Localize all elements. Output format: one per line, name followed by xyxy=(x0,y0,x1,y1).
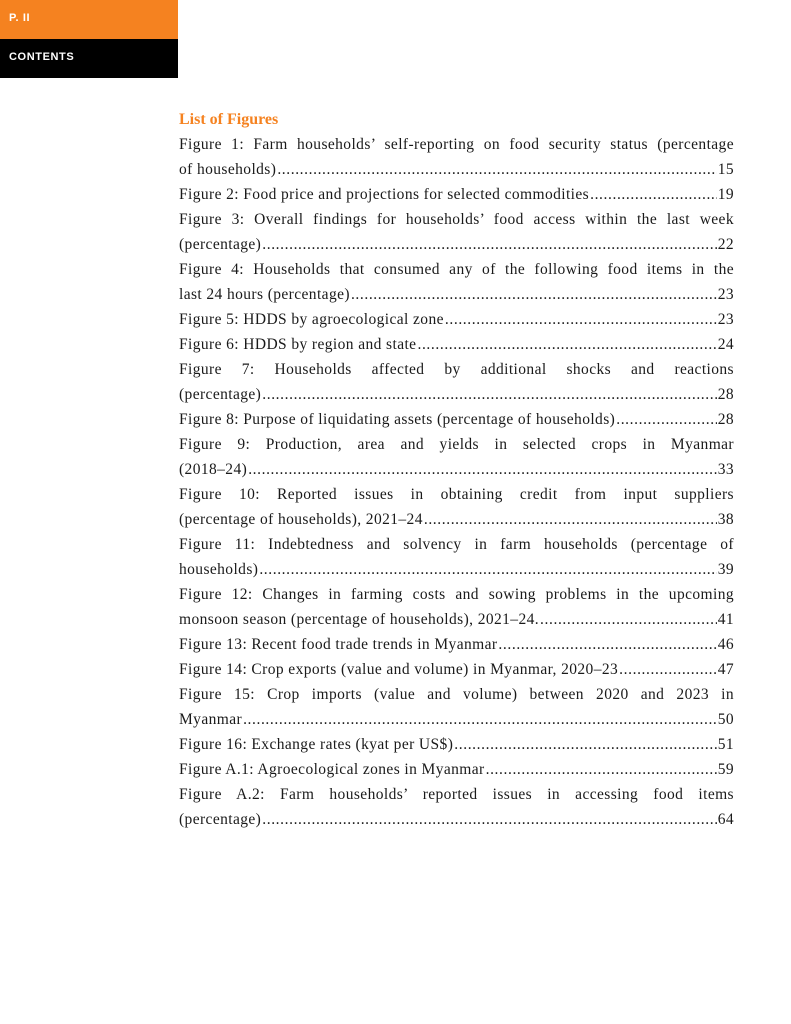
toc-entry-text-line: Figure 9: Production, area and yields in selected crops in Myanmar xyxy=(179,436,734,453)
toc-entry-page-number: 24 xyxy=(717,336,734,353)
toc-entry-last-line xyxy=(179,332,734,357)
toc-entry-title: (percentage of households), 2021–24 xyxy=(179,511,423,528)
toc-entry-last-line xyxy=(179,632,734,657)
toc-entry-page-number: 22 xyxy=(717,236,734,253)
toc-entry-last-line xyxy=(179,607,734,632)
toc-entry-last-line xyxy=(179,707,734,732)
dot-leader xyxy=(259,557,716,582)
page-number-tab xyxy=(0,0,178,39)
toc-entry[interactable] xyxy=(179,657,734,682)
toc-entries xyxy=(179,132,734,832)
toc-entry[interactable] xyxy=(179,482,734,532)
toc-entry-text-line: Figure 15: Crop imports (value and volume) between 2020 and 2023 in xyxy=(179,686,734,703)
toc-entry-title: Figure 13: Recent food trade trends in Myanmar xyxy=(179,636,498,653)
toc-entry-title: Figure 16: Exchange rates (kyat per US$) xyxy=(179,736,454,753)
toc-entry-text-line: Figure 12: Changes in farming costs and sowing problems in the upcoming xyxy=(179,586,734,603)
toc-entry[interactable] xyxy=(179,632,734,657)
toc-entry-page-number: 38 xyxy=(717,511,734,528)
dot-leader xyxy=(445,307,717,332)
toc-entry-page-number: 46 xyxy=(717,636,734,653)
toc-entry-text-line: Figure 11: Indebtedness and solvency in farm households (percentage of xyxy=(179,536,734,553)
toc-entry-text-line: Figure 1: Farm households’ self-reporting on food security status (percentage xyxy=(179,136,734,153)
toc-entry-title: (percentage) xyxy=(179,386,262,403)
toc-entry-last-line xyxy=(179,382,734,407)
toc-entry[interactable] xyxy=(179,757,734,782)
toc-entry-title: monsoon season (percentage of households), 2021–24. xyxy=(179,611,540,628)
toc-entry-title: (2018–24) xyxy=(179,461,248,478)
dot-leader xyxy=(498,632,716,657)
toc-entry-text-line: Figure 3: Overall findings for households’ food access within the last week xyxy=(179,211,734,228)
dot-leader xyxy=(277,157,716,182)
toc-entry-text-line: Figure 10: Reported issues in obtaining credit from input suppliers xyxy=(179,486,734,503)
toc-entry-title: Figure 6: HDDS by region and state xyxy=(179,336,417,353)
toc-entry-last-line xyxy=(179,307,734,332)
section-label: CONTENTS xyxy=(9,51,75,63)
toc-entry-page-number: 28 xyxy=(717,411,734,428)
toc-entry-text-line: Figure 4: Households that consumed any of the following food items in the xyxy=(179,261,734,278)
toc-entry[interactable] xyxy=(179,132,734,182)
toc-entry[interactable] xyxy=(179,407,734,432)
list-of-figures-heading: List of Figures xyxy=(179,111,279,128)
dot-leader xyxy=(424,507,717,532)
toc-entry-title: last 24 hours (percentage) xyxy=(179,286,350,303)
toc-entry-page-number: 50 xyxy=(717,711,734,728)
toc-entry-page-number: 23 xyxy=(717,286,734,303)
toc-entry[interactable] xyxy=(179,257,734,307)
toc-entry-page-number: 59 xyxy=(717,761,734,778)
dot-leader xyxy=(351,282,717,307)
toc-entry-title: Figure 5: HDDS by agroecological zone xyxy=(179,311,444,328)
dot-leader xyxy=(248,457,717,482)
toc-entry[interactable] xyxy=(179,782,734,832)
toc-entry-page-number: 51 xyxy=(717,736,734,753)
toc-entry-page-number: 19 xyxy=(717,186,734,203)
toc-entry[interactable] xyxy=(179,182,734,207)
toc-entry-title: Figure 14: Crop exports (value and volume) in Myanmar, 2020–23 xyxy=(179,661,619,678)
dot-leader xyxy=(417,332,716,357)
toc-entry-text-line: Figure 7: Households affected by additional shocks and reactions xyxy=(179,361,734,378)
toc-entry-last-line xyxy=(179,182,734,207)
dot-leader xyxy=(619,657,717,682)
dot-leader xyxy=(540,607,717,632)
toc-entry-page-number: 15 xyxy=(717,161,734,178)
toc-entry-last-line xyxy=(179,507,734,532)
toc-entry[interactable] xyxy=(179,432,734,482)
page-number-label: P. II xyxy=(9,12,31,24)
toc-entry[interactable] xyxy=(179,532,734,582)
dot-leader xyxy=(243,707,717,732)
toc-entry-page-number: 33 xyxy=(717,461,734,478)
toc-entry-title: Myanmar xyxy=(179,711,243,728)
toc-entry-last-line xyxy=(179,157,734,182)
toc-entry-title: (percentage) xyxy=(179,236,262,253)
toc-entry[interactable] xyxy=(179,582,734,632)
dot-leader xyxy=(262,382,716,407)
toc-entry-title: Figure 2: Food price and projections for selected commodities xyxy=(179,186,590,203)
dot-leader xyxy=(262,807,716,832)
toc-entry-last-line xyxy=(179,807,734,832)
toc-entry-title: (percentage) xyxy=(179,811,262,828)
toc-entry-last-line xyxy=(179,557,734,582)
toc-entry-title: of households) xyxy=(179,161,277,178)
toc-entry[interactable] xyxy=(179,682,734,732)
toc-entry[interactable] xyxy=(179,307,734,332)
toc-entry-page-number: 47 xyxy=(717,661,734,678)
toc-entry-page-number: 23 xyxy=(717,311,734,328)
toc-entry-last-line xyxy=(179,657,734,682)
toc-entry-last-line xyxy=(179,457,734,482)
toc-entry-title: households) xyxy=(179,561,259,578)
toc-entry-text-line: Figure A.2: Farm households’ reported issues in accessing food items xyxy=(179,786,734,803)
dot-leader xyxy=(454,732,716,757)
toc-entry[interactable] xyxy=(179,207,734,257)
dot-leader xyxy=(486,757,717,782)
toc-entry[interactable] xyxy=(179,357,734,407)
toc-entry-last-line xyxy=(179,282,734,307)
section-tab xyxy=(0,39,178,78)
toc-entry-last-line xyxy=(179,732,734,757)
toc-entry-last-line xyxy=(179,407,734,432)
toc-entry-last-line xyxy=(179,757,734,782)
toc-entry-title: Figure 8: Purpose of liquidating assets (percentage of households) xyxy=(179,411,616,428)
dot-leader xyxy=(590,182,717,207)
toc-entry[interactable] xyxy=(179,732,734,757)
toc-entry[interactable] xyxy=(179,332,734,357)
toc-entry-page-number: 64 xyxy=(717,811,734,828)
list-of-figures xyxy=(179,108,734,832)
toc-entry-title: Figure A.1: Agroecological zones in Myanmar xyxy=(179,761,485,778)
toc-entry-last-line xyxy=(179,232,734,257)
toc-entry-page-number: 39 xyxy=(717,561,734,578)
toc-entry-page-number: 41 xyxy=(717,611,734,628)
dot-leader xyxy=(616,407,716,432)
toc-entry-page-number: 28 xyxy=(717,386,734,403)
dot-leader xyxy=(262,232,716,257)
